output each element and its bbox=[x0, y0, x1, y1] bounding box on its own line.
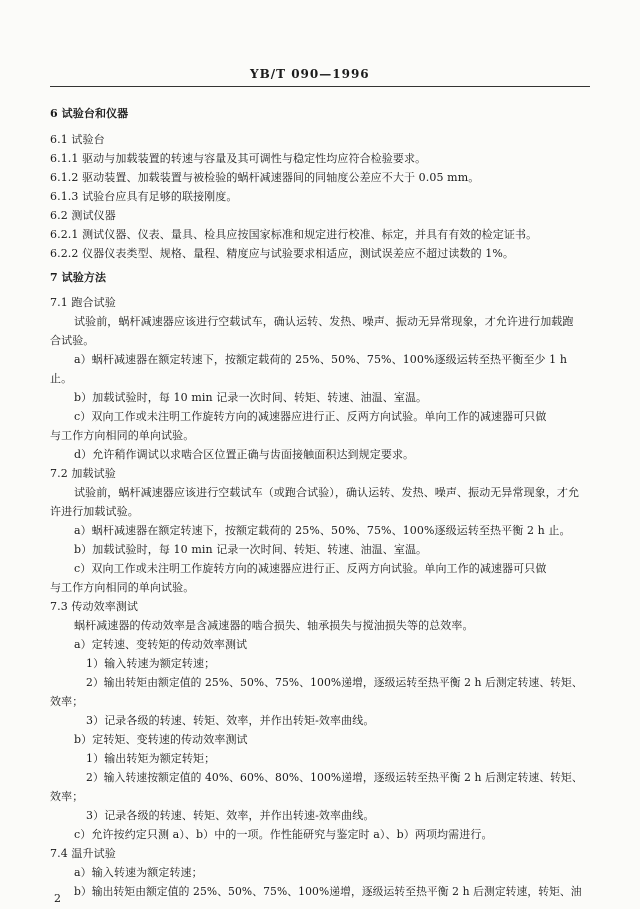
subsection-heading: 7.4 温升试验 bbox=[50, 847, 116, 860]
list-item: c）双向工作或未注明工作旋转方向的减速器应进行正、反两方向试验。单向工作的减速器可只做 bbox=[74, 562, 547, 575]
clause: 6.1.2 驱动装置、加载装置与被检验的蜗杆减速器间的同轴度公差应不大于 0.05 mm。 bbox=[50, 171, 480, 184]
list-item: c）允许按约定只测 a）、b）中的一项。作性能研究与鉴定时 a）、b）两项均需进行。 bbox=[74, 828, 493, 841]
list-item: c）双向工作或未注明工作旋转方向的减速器应进行正、反两方向试验。单向工作的减速器可只做 bbox=[74, 410, 547, 423]
sub-list-item: 1）输出转矩为额定转矩； bbox=[86, 752, 216, 765]
paragraph-line: 试验前，蜗杆减速器应该进行空载试车（或跑合试验），确认运转、发热、噪声、振动无异常现象，才允 bbox=[74, 486, 580, 499]
paragraph-line: 止。 bbox=[50, 372, 73, 385]
subsection-heading: 6.2 测试仪器 bbox=[50, 209, 116, 222]
section-heading: 6 试验台和仪器 bbox=[50, 107, 129, 120]
subsection-heading: 7.3 传动效率测试 bbox=[50, 600, 138, 613]
list-item: a）输入转速为额定转速； bbox=[74, 866, 203, 879]
clause: 6.2.2 仪器仪表类型、规格、量程、精度应与试验要求相适应，测试误差应不超过读数的 1%。 bbox=[50, 247, 515, 260]
clause: 6.1.3 试验台应具有足够的联接刚度。 bbox=[50, 190, 238, 203]
sub-list-item: 2）输入转速按额定值的 40%、60%、80%、100%递增，逐级运转至热平衡 2 h 后测定转速、转矩、 bbox=[86, 771, 583, 784]
sub-list-item: 3）记录各级的转速、转矩、效率，并作出转速-效率曲线。 bbox=[86, 809, 375, 822]
list-item: b）定转矩、变转速的传动效率测试 bbox=[74, 733, 248, 746]
list-item: b）加载试验时，每 10 min 记录一次时间、转矩、转速、油温、室温。 bbox=[74, 391, 428, 404]
list-item: b）输出转矩由额定值的 25%、50%、75%、100%递增，逐级运转至热平衡 2 h 后测定转速，转矩、油 bbox=[74, 885, 582, 898]
subsection-heading: 7.2 加载试验 bbox=[50, 467, 116, 480]
paragraph-line: 蜗杆减速器的传动效率是含减速器的啮合损失、轴承损失与搅油损失等的总效率。 bbox=[74, 619, 474, 632]
subsection-heading: 7.1 跑合试验 bbox=[50, 296, 116, 309]
header-rule bbox=[50, 86, 590, 87]
sub-list-item: 1）输入转速为额定转速； bbox=[86, 657, 216, 670]
list-item: a）定转速、变转矩的传动效率测试 bbox=[74, 638, 248, 651]
paragraph-line: 与工作方向相同的单向试验。 bbox=[50, 429, 195, 442]
paragraph-line: 效率； bbox=[50, 790, 84, 803]
list-item: b）加载试验时，每 10 min 记录一次时间、转矩、转速、油温、室温。 bbox=[74, 543, 428, 556]
page-number: 2 bbox=[54, 892, 62, 905]
paragraph-line: 效率； bbox=[50, 695, 84, 708]
list-item: a）蜗杆减速器在额定转速下，按额定载荷的 25%、50%、75%、100%逐级运转至热平衡 2 h 止。 bbox=[74, 524, 571, 537]
paragraph-line: 合试验。 bbox=[50, 334, 95, 347]
standard-number: YB/T 090—1996 bbox=[250, 67, 370, 81]
sub-list-item: 2）输出转矩由额定值的 25%、50%、75%、100%递增，逐级运转至热平衡 2 h 后测定转速、转矩、 bbox=[86, 676, 583, 689]
sub-list-item: 3）记录各级的转速、转矩、效率，并作出转矩-效率曲线。 bbox=[86, 714, 375, 727]
clause: 6.1.1 驱动与加载装置的转速与容量及其可调性与稳定性均应符合检验要求。 bbox=[50, 152, 427, 165]
section-heading: 7 试验方法 bbox=[50, 271, 107, 284]
list-item: a）蜗杆减速器在额定转速下，按额定载荷的 25%、50%、75%、100%逐级运转至热平衡至少 1 h bbox=[74, 353, 568, 366]
paragraph-line: 试验前，蜗杆减速器应该进行空载试车，确认运转、发热、噪声、振动无异常现象，才允许进行加载跑 bbox=[74, 315, 574, 328]
paragraph-line: 许进行加载试验。 bbox=[50, 505, 139, 518]
clause: 6.2.1 测试仪器、仪表、量具、检具应按国家标准和规定进行校准、标定，并具有有效的检定证书。 bbox=[50, 228, 538, 241]
subsection-heading: 6.1 试验台 bbox=[50, 133, 105, 146]
paragraph-line: 与工作方向相同的单向试验。 bbox=[50, 581, 195, 594]
list-item: d）允许稍作调试以求啮合区位置正确与齿面接触面积达到规定要求。 bbox=[74, 448, 415, 461]
